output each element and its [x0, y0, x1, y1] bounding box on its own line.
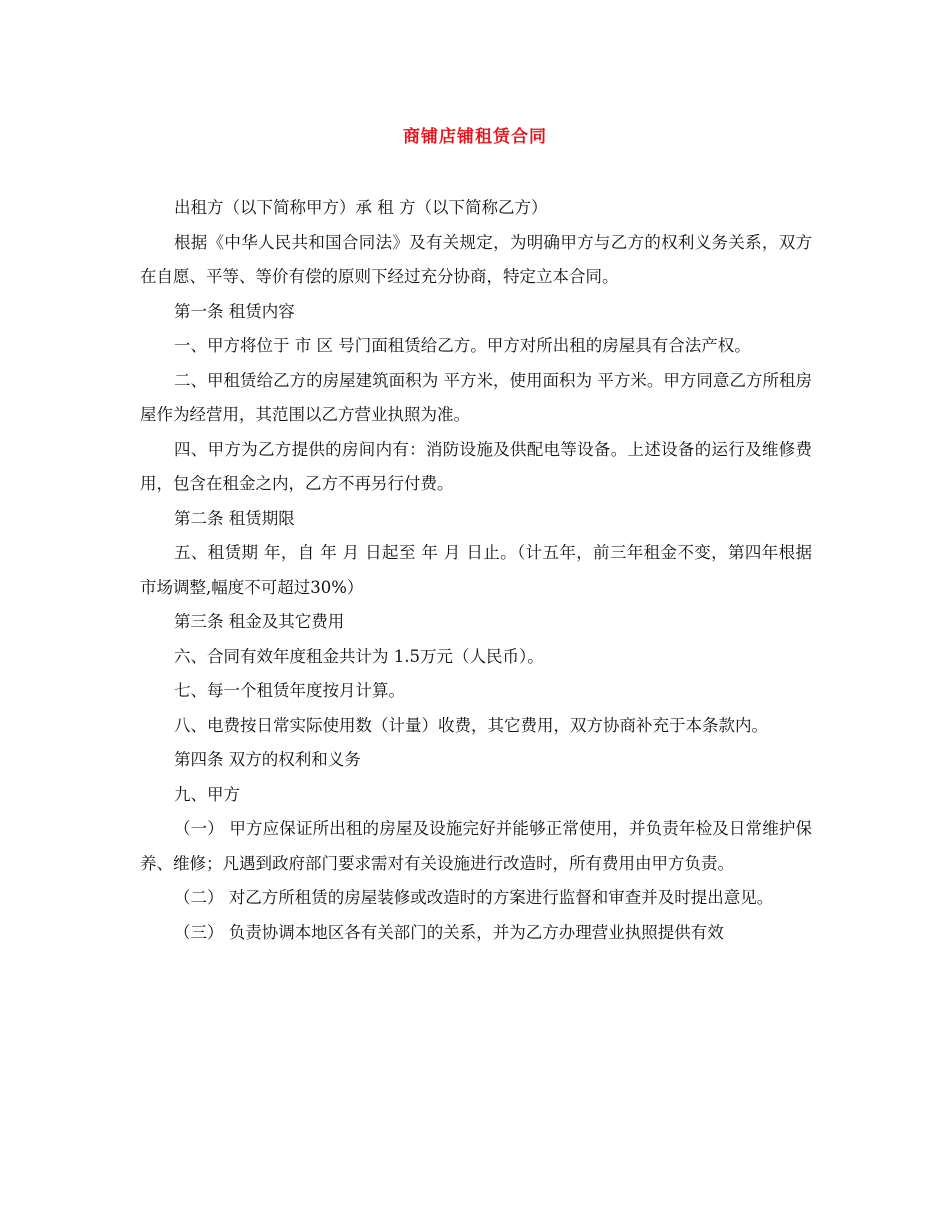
paragraph: 八、电费按日常实际使用数（计量）收费，其它费用，双方协商补充于本条款内。	[174, 715, 768, 735]
paragraph: （三） 负责协调本地区各有关部门的关系，并为乙方办理营业执照提供有效	[174, 922, 724, 942]
section-heading: 第二条 租赁期限	[174, 508, 295, 528]
paragraph: 一、甲方将位于 市 区 号门面租赁给乙方。甲方对所出租的房屋具有合法产权。	[174, 336, 751, 355]
paragraph: 六、合同有效年度租金共计为 1.5万元（人民币）。	[174, 646, 544, 666]
paragraph: 五、租赁期 年，自 年 月 日起至 年 月 日止。（计五年，前三年租金不变，第四年根据市场调整,幅度不可超过30%）	[140, 543, 812, 597]
section-heading: 第四条 双方的权利和义务	[174, 750, 361, 769]
paragraph: 出租方（以下简称甲方）承 租 方（以下简称乙方）	[174, 198, 548, 217]
paragraph: 根据《中华人民共和国合同法》及有关规定，为明确甲方与乙方的权利义务关系，双方在自愿、平等、等价有偿的原则下经过充分协商，特定立本合同。	[140, 232, 812, 286]
section-heading: 第三条 租金及其它费用	[174, 612, 345, 631]
paragraph: 四、甲方为乙方提供的房间内有：消防设施及供配电等设备。上述设备的运行及维修费用，包含在租金之内，乙方不再另行付费。	[140, 439, 812, 493]
document-body	[140, 191, 812, 950]
paragraph: 九、甲方	[174, 784, 240, 804]
paragraph: （一） 甲方应保证所出租的房屋及设施完好并能够正常使用，并负责年检及日常维护保养、维修；凡遇到政府部门要求需对有关设施进行改造时，所有费用由甲方负责。	[140, 819, 812, 873]
document-title: 商铺店铺租赁合同	[403, 127, 547, 147]
paragraph: 二、甲租赁给乙方的房屋建筑面积为 平方米，使用面积为 平方米。甲方同意乙方所租房屋作为经营用，其范围以乙方营业执照为准。	[140, 370, 812, 424]
section-heading: 第一条 租赁内容	[174, 301, 295, 321]
paragraph: 七、每一个租赁年度按月计算。	[174, 681, 405, 700]
paragraph: （二） 对乙方所租赁的房屋装修或改造时的方案进行监督和审查并及时提出意见。	[174, 888, 774, 907]
